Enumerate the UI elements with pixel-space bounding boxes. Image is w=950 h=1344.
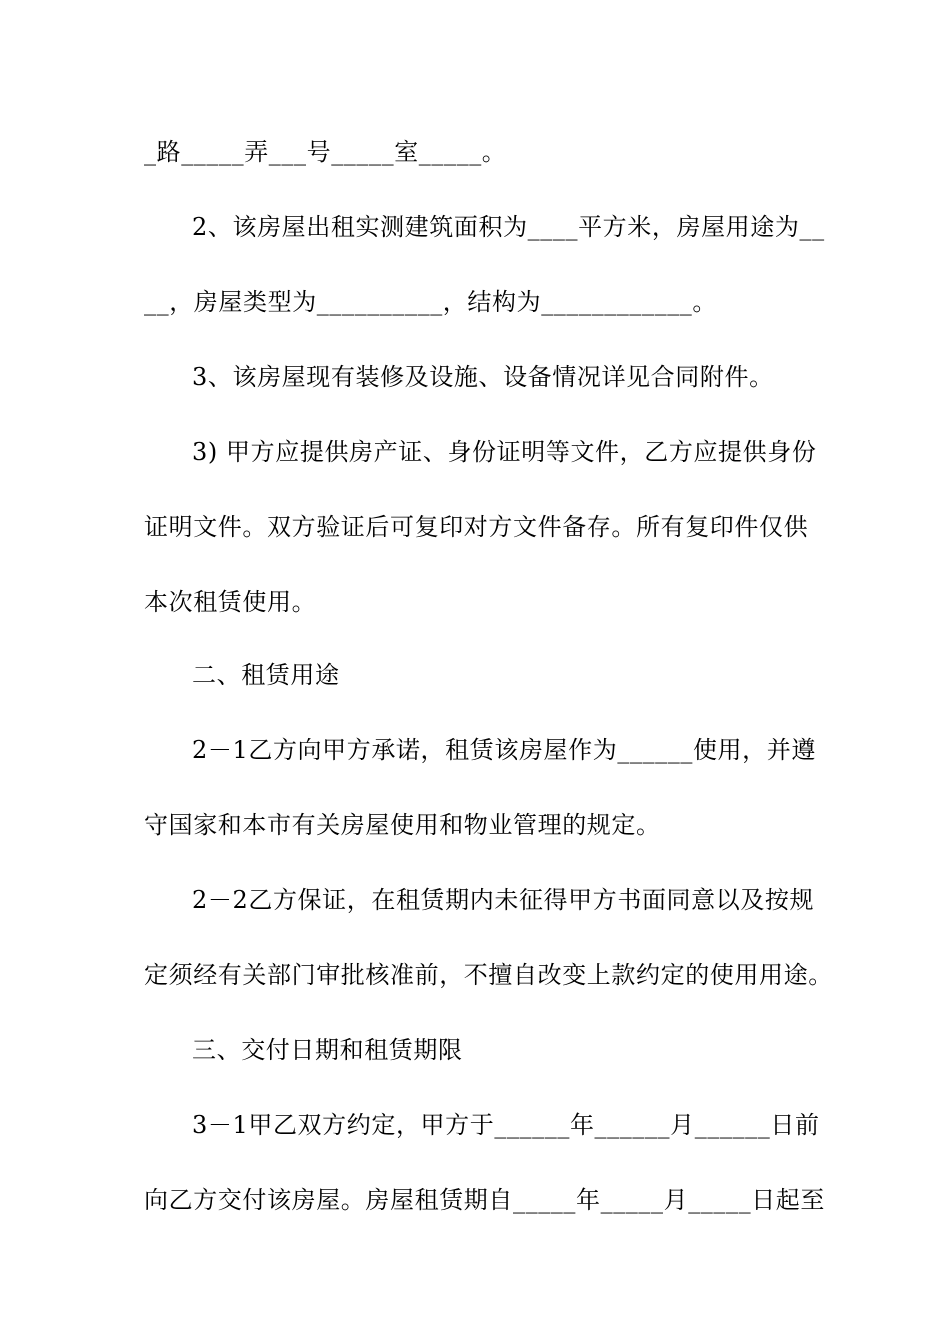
text-line-facilities: 3、该房屋现有装修及设施、设备情况详见合同附件。 [192,363,774,391]
section-heading-delivery-term: 三、交付日期和租赁期限 [192,1036,463,1064]
text-line-clause-2-2-cont: 定须经有关部门审批核准前，不擅自改变上款约定的使用用途。 [144,961,833,989]
text-line-clause-2-2: 2－2乙方保证，在租赁期内未征得甲方书面同意以及按规 [192,886,815,914]
text-line-verification: 证明文件。双方验证后可复印对方文件备存。所有复印件仅供 [144,513,809,541]
text-line-clause-2-1-cont: 守国家和本市有关房屋使用和物业管理的规定。 [144,811,661,839]
text-line-area: 2、该房屋出租实测建筑面积为____平方米，房屋用途为__ [192,213,825,241]
text-line-address: _路_____弄___号_____室_____。 [144,138,507,166]
section-heading-rental-use: 二、租赁用途 [192,661,340,689]
text-line-clause-3-1-cont: 向乙方交付该房屋。房屋租赁期自_____年_____月_____日起至 [144,1186,825,1214]
text-line-usage-note: 本次租赁使用。 [144,588,317,616]
text-line-clause-3-1: 3－1甲乙双方约定，甲方于______年______月______日前 [192,1111,820,1139]
text-line-type: __，房屋类型为__________，结构为____________。 [144,288,717,316]
text-line-clause-2-1: 2－1乙方向甲方承诺，租赁该房屋作为______使用，并遵 [192,736,816,764]
text-line-documents: 3) 甲方应提供房产证、身份证明等文件，乙方应提供身份 [192,438,817,466]
